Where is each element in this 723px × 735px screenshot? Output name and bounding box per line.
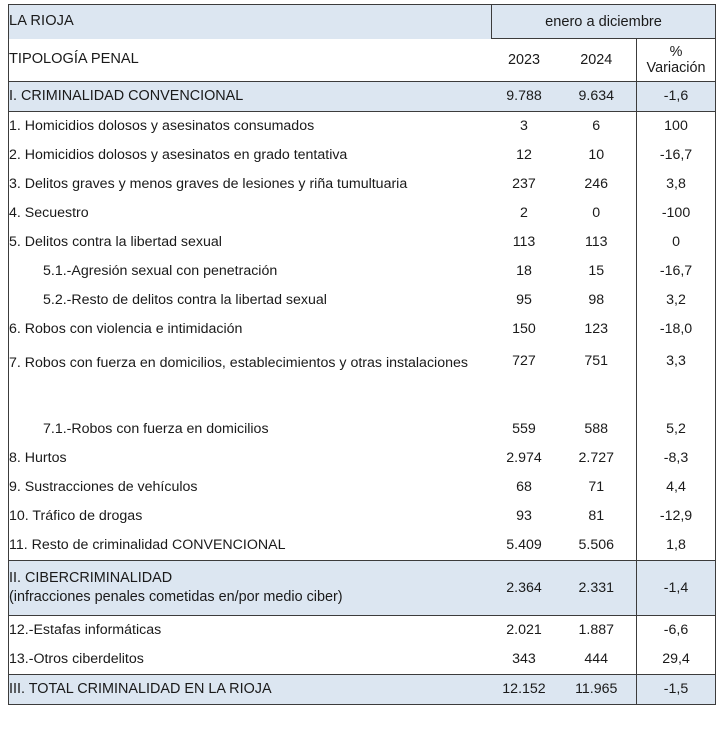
column-header-typology: TIPOLOGÍA PENAL — [9, 39, 492, 82]
table-row — [9, 112, 716, 142]
table-row — [9, 82, 716, 112]
row-label: III. TOTAL CRIMINALIDAD EN LA RIOJA — [9, 675, 492, 705]
row-value-variation: 100 — [637, 112, 716, 142]
row-value-2023: 727 — [492, 344, 557, 415]
row-value-2023: 12 — [492, 141, 557, 170]
row-label: 11. Resto de criminalidad CONVENCIONAL — [9, 531, 492, 561]
row-value-variation: 1,8 — [637, 531, 716, 561]
row-label — [9, 561, 492, 616]
row-value-variation: -1,6 — [637, 82, 716, 112]
table-row — [9, 561, 716, 616]
row-value-2024: 113 — [557, 228, 637, 257]
row-value-variation: -8,3 — [637, 444, 716, 473]
table-header-columns-row — [9, 39, 716, 82]
table-row — [9, 315, 716, 344]
row-value-2023: 343 — [492, 645, 557, 675]
row-value-2024: 11.965 — [557, 675, 637, 705]
row-value-2024: 444 — [557, 645, 637, 675]
row-value-2023: 2 — [492, 199, 557, 228]
row-value-2023: 150 — [492, 315, 557, 344]
variation-percent-symbol: % — [669, 43, 683, 60]
row-value-variation: -1,5 — [637, 675, 716, 705]
row-value-2023: 95 — [492, 286, 557, 315]
row-value-2023: 93 — [492, 502, 557, 531]
row-value-variation: 3,2 — [637, 286, 716, 315]
row-value-2023: 18 — [492, 257, 557, 286]
table-row — [9, 228, 716, 257]
row-value-2023: 12.152 — [492, 675, 557, 705]
row-value-2024: 81 — [557, 502, 637, 531]
row-value-2024: 0 — [557, 199, 637, 228]
row-label: 12.-Estafas informáticas — [9, 616, 492, 646]
row-label: 5.1.-Agresión sexual con penetración — [9, 257, 492, 286]
row-label: 10. Tráfico de drogas — [9, 502, 492, 531]
row-value-variation: 5,2 — [637, 415, 716, 444]
row-label: 4. Secuestro — [9, 199, 492, 228]
row-value-variation: -12,9 — [637, 502, 716, 531]
table-row — [9, 344, 716, 415]
table-body — [9, 5, 716, 705]
table-row — [9, 502, 716, 531]
row-label: 1. Homicidios dolosos y asesinatos consumados — [9, 112, 492, 142]
row-value-variation: -1,4 — [637, 561, 716, 616]
row-value-2024: 123 — [557, 315, 637, 344]
table-header-region-row — [9, 5, 716, 39]
table-row — [9, 616, 716, 646]
table-row — [9, 257, 716, 286]
row-value-2024: 71 — [557, 473, 637, 502]
row-value-variation: -100 — [637, 199, 716, 228]
table-row — [9, 531, 716, 561]
row-value-2024: 751 — [557, 344, 637, 415]
row-value-2024: 10 — [557, 141, 637, 170]
row-value-2023: 3 — [492, 112, 557, 142]
row-value-2023: 2.021 — [492, 616, 557, 646]
row-value-variation: -16,7 — [637, 141, 716, 170]
row-label: 2. Homicidios dolosos y asesinatos en grado tentativa — [9, 141, 492, 170]
row-label: 9. Sustracciones de vehículos — [9, 473, 492, 502]
row-value-2023: 9.788 — [492, 82, 557, 112]
row-value-2023: 113 — [492, 228, 557, 257]
column-header-year-2024: 2024 — [557, 39, 637, 82]
table-row — [9, 286, 716, 315]
row-value-2024: 15 — [557, 257, 637, 286]
row-label: 6. Robos con violencia e intimidación — [9, 315, 492, 344]
row-value-2023: 237 — [492, 170, 557, 199]
table-row — [9, 645, 716, 675]
row-value-2024: 98 — [557, 286, 637, 315]
column-header-variation — [637, 39, 716, 82]
table-row — [9, 141, 716, 170]
row-label: 8. Hurtos — [9, 444, 492, 473]
row-value-variation: 29,4 — [637, 645, 716, 675]
row-value-variation: -16,7 — [637, 257, 716, 286]
row-label-line2: (infracciones penales cometidas en/por medio ciber) — [9, 589, 343, 605]
variation-word: Variación — [646, 60, 706, 76]
column-header-year-2023: 2023 — [492, 39, 557, 82]
row-label: 13.-Otros ciberdelitos — [9, 645, 492, 675]
row-label: 7.1.-Robos con fuerza en domicilios — [9, 415, 492, 444]
table-row — [9, 170, 716, 199]
row-value-variation: 3,3 — [637, 344, 716, 415]
row-label: 5. Delitos contra la libertad sexual — [9, 228, 492, 257]
row-value-2023: 68 — [492, 473, 557, 502]
table-row — [9, 444, 716, 473]
crime-statistics-table — [8, 4, 716, 705]
row-value-2023: 2.364 — [492, 561, 557, 616]
table-row — [9, 473, 716, 502]
table-row — [9, 415, 716, 444]
row-value-2024: 5.506 — [557, 531, 637, 561]
row-value-variation: 3,8 — [637, 170, 716, 199]
row-value-variation: 4,4 — [637, 473, 716, 502]
row-label: 3. Delitos graves y menos graves de lesiones y riña tumultuaria — [9, 170, 492, 199]
row-value-variation: -6,6 — [637, 616, 716, 646]
row-value-2023: 5.409 — [492, 531, 557, 561]
row-value-2024: 588 — [557, 415, 637, 444]
row-label: 5.2.-Resto de delitos contra la libertad sexual — [9, 286, 492, 315]
row-value-2024: 1.887 — [557, 616, 637, 646]
row-value-variation: -18,0 — [637, 315, 716, 344]
row-value-2024: 9.634 — [557, 82, 637, 112]
region-title: LA RIOJA — [9, 5, 492, 39]
row-label: 7. Robos con fuerza en domicilios, establecimientos y otras instalaciones — [9, 344, 492, 415]
row-value-2024: 246 — [557, 170, 637, 199]
row-value-2024: 2.331 — [557, 561, 637, 616]
row-value-2023: 559 — [492, 415, 557, 444]
table-row — [9, 675, 716, 705]
row-value-2023: 2.974 — [492, 444, 557, 473]
row-value-2024: 6 — [557, 112, 637, 142]
row-label: I. CRIMINALIDAD CONVENCIONAL — [9, 82, 492, 112]
table-row — [9, 199, 716, 228]
row-value-2024: 2.727 — [557, 444, 637, 473]
period-title: enero a diciembre — [492, 5, 716, 39]
row-value-variation: 0 — [637, 228, 716, 257]
row-label-line1: II. CIBERCRIMINALIDAD — [9, 569, 173, 586]
